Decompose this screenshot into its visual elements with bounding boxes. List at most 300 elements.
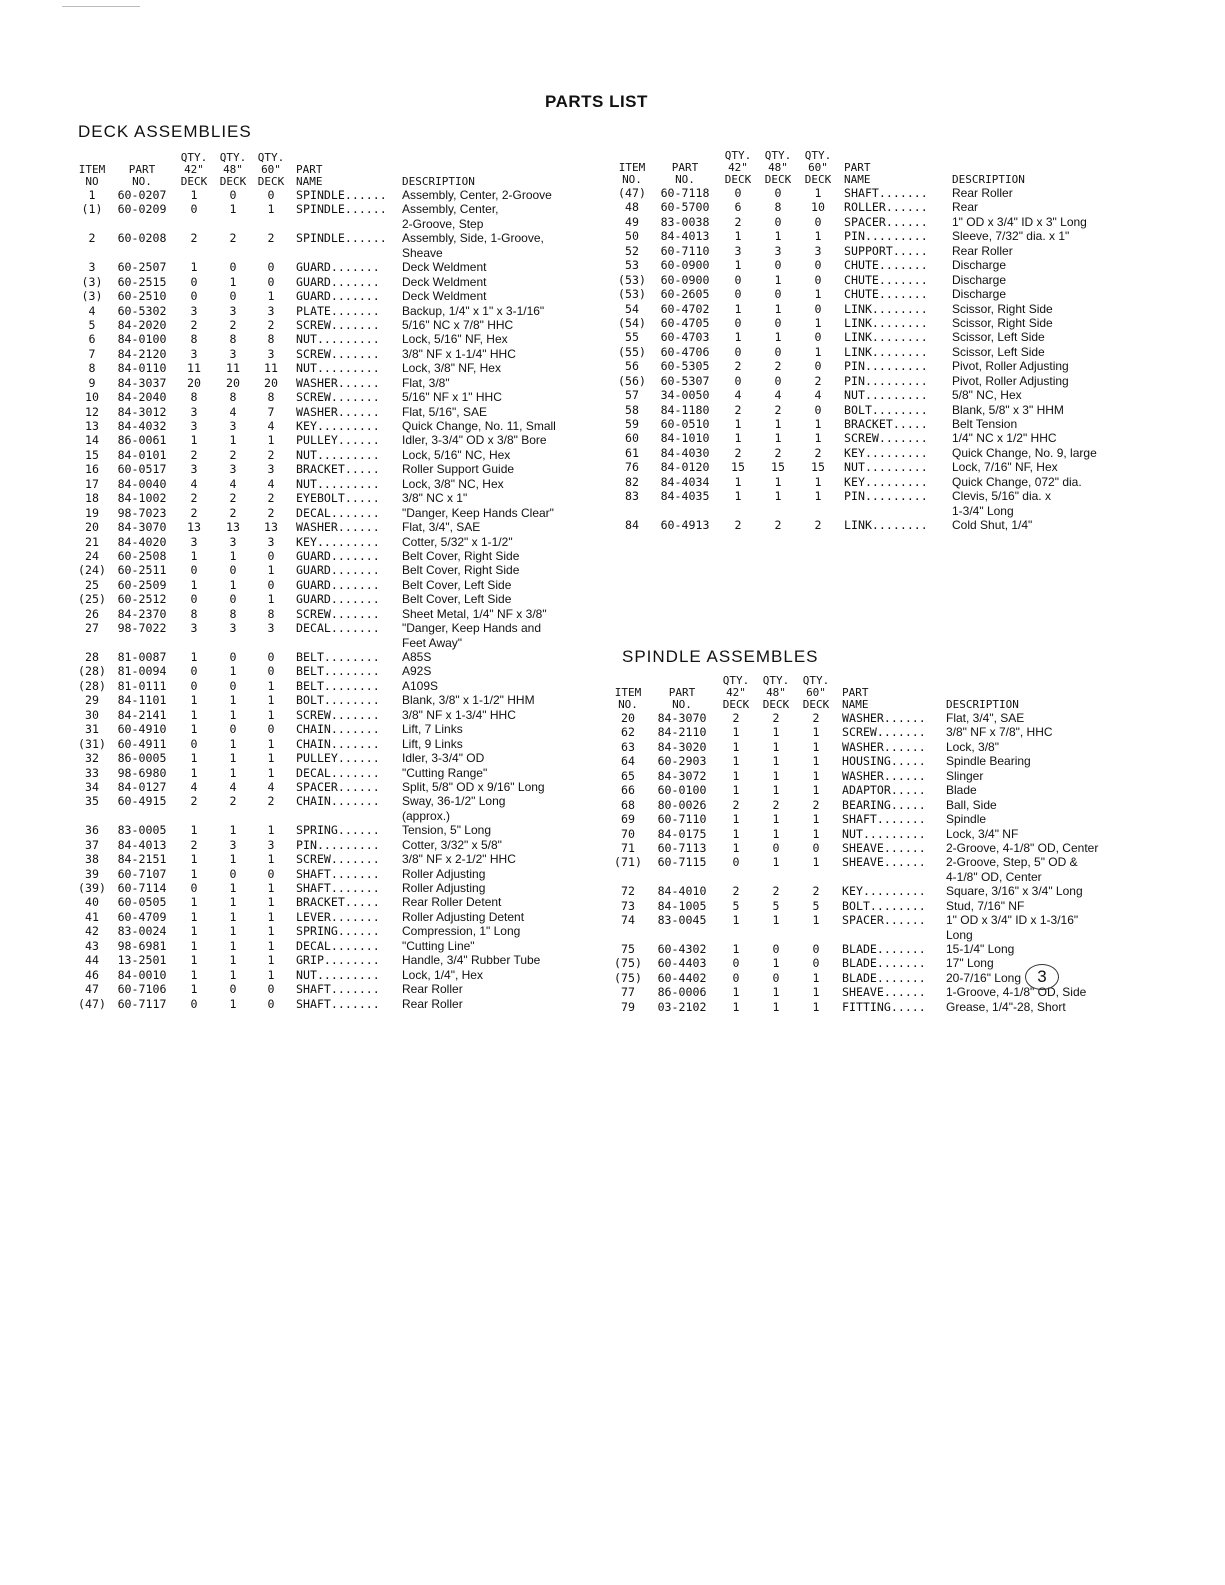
item-no-cell: 25 — [85, 577, 99, 592]
col-qty42-header: QTY. 42" DECK — [722, 674, 750, 711]
part-no-cell: 60-2510 — [117, 289, 167, 304]
item-no-cell: 20 — [85, 520, 99, 535]
description-cell: 1/4" NC x 1/2" HHC — [952, 431, 1057, 446]
part-name-cell: ADAPTOR..... — [842, 783, 926, 798]
qty-48-cell — [214, 809, 252, 823]
description-cell: Belt Cover, Left Side — [402, 577, 512, 592]
description-cell: A85S — [402, 650, 432, 664]
qty-48-cell: 1 — [229, 996, 237, 1011]
table-row — [74, 838, 596, 852]
table-row — [612, 518, 1146, 532]
qty-48-cell: 1 — [229, 274, 237, 289]
qty-48-cell: 1 — [772, 812, 780, 827]
table-row — [74, 953, 596, 967]
item-no-cell: 57 — [625, 388, 639, 403]
qty-42-cell: 1 — [190, 982, 198, 997]
description-cell: Quick Change, 072" dia. — [952, 474, 1082, 489]
item-no-cell: 46 — [85, 967, 99, 982]
qty-48-cell: 1 — [229, 736, 237, 751]
description-cell: Sway, 36-1/2" Long — [402, 794, 506, 809]
qty-48-cell: 0 — [229, 592, 237, 607]
qty-60-cell: 8 — [267, 390, 275, 405]
scan-artifact-line — [62, 6, 140, 7]
qty-42-cell: 4 — [190, 779, 198, 794]
col-qty60-header: QTY. 60" DECK — [804, 149, 832, 186]
table-row — [74, 592, 596, 606]
qty-42-cell: 11 — [187, 361, 201, 376]
part-no-cell: 60-0100 — [657, 783, 707, 798]
col-name-header: PART NAME — [844, 161, 871, 186]
table-row — [74, 506, 596, 520]
qty-60-cell: 1 — [814, 489, 822, 504]
qty-42-cell: 0 — [190, 678, 198, 693]
part-name-cell: PIN......... — [844, 373, 928, 388]
item-no-cell: 16 — [85, 462, 99, 477]
qty-48-cell: 0 — [772, 840, 780, 855]
item-no-cell: 77 — [621, 985, 635, 1000]
item-no-cell: 6 — [88, 332, 96, 347]
part-no-cell — [648, 870, 716, 884]
table-row — [612, 215, 1146, 229]
part-no-cell: 83-0005 — [117, 823, 167, 838]
table-row — [608, 827, 1150, 841]
item-no-cell: 53 — [625, 258, 639, 273]
qty-60-cell: 3 — [267, 621, 275, 636]
part-name-cell: ROLLER...... — [844, 200, 928, 215]
qty-60-cell: 1 — [812, 913, 820, 928]
qty-60-cell: 3 — [267, 462, 275, 477]
qty-60-cell: 0 — [812, 956, 820, 971]
qty-48-cell: 1 — [229, 823, 237, 838]
part-name-cell: PULLEY...... — [296, 751, 380, 766]
part-no-cell: 84-2151 — [117, 852, 167, 867]
description-cell: Pivot, Roller Adjusting — [952, 373, 1069, 388]
part-no-cell: 84-2370 — [117, 606, 167, 621]
description-cell: Roller Adjusting — [402, 866, 486, 881]
qty-48-cell: 0 — [772, 970, 780, 985]
table-row — [612, 446, 1146, 460]
part-name-cell: KEY......... — [842, 884, 926, 899]
qty-48-cell: 1 — [229, 953, 237, 968]
part-no-cell: 60-7118 — [660, 186, 710, 200]
table-row — [612, 345, 1146, 359]
part-name-cell: SHAFT....... — [296, 881, 380, 895]
qty-60-cell: 2 — [814, 518, 822, 533]
part-name-cell: SUPPORT..... — [844, 243, 928, 258]
qty-42-cell: 1 — [190, 260, 198, 275]
qty-42-cell: 8 — [190, 606, 198, 621]
table-row — [74, 202, 596, 216]
part-name-cell: KEY......... — [844, 445, 928, 460]
item-no-cell: 17 — [85, 476, 99, 491]
qty-60-cell: 1 — [814, 229, 822, 244]
description-cell: Tension, 5" Long — [402, 823, 491, 838]
table-row — [608, 783, 1150, 797]
part-name-cell: DECAL....... — [296, 938, 380, 953]
item-no-cell: 59 — [625, 417, 639, 431]
part-name-cell — [290, 809, 396, 823]
item-no-cell: (1) — [81, 202, 103, 217]
qty-42-cell: 0 — [190, 996, 198, 1011]
description-cell: A109S — [402, 678, 439, 693]
description-cell: Belt Tension — [952, 417, 1018, 431]
item-no-cell: 44 — [85, 953, 99, 968]
qty-60-cell: 1 — [267, 693, 275, 708]
part-no-cell: 84-3012 — [117, 404, 167, 419]
qty-42-cell: 3 — [190, 404, 198, 419]
table-row — [74, 376, 596, 390]
part-name-cell: SCREW....... — [296, 390, 380, 405]
item-no-cell: 27 — [85, 621, 99, 636]
item-no-cell: 63 — [621, 739, 635, 754]
qty-42-cell: 1 — [190, 866, 198, 881]
description-cell: Deck Weldment — [402, 289, 487, 304]
qty-48-cell: 0 — [774, 186, 782, 200]
item-no-cell: 29 — [85, 693, 99, 708]
part-name-cell: NUT......... — [844, 460, 928, 475]
part-no-cell: 84-0110 — [117, 361, 167, 376]
part-name-cell: KEY......... — [296, 419, 380, 433]
qty-42-cell: 1 — [732, 826, 740, 841]
description-cell: Slinger — [946, 768, 984, 783]
qty-48-cell: 2 — [229, 447, 237, 462]
qty-42-cell: 1 — [190, 953, 198, 968]
description-cell: Rear Roller — [952, 186, 1013, 200]
description-cell: Rear Roller Detent — [402, 895, 502, 910]
table-row — [612, 186, 1146, 200]
item-no-cell: 83 — [625, 489, 639, 504]
part-name-cell: NUT......... — [296, 332, 380, 347]
qty-48-cell: 1 — [229, 938, 237, 953]
part-no-cell: 60-2605 — [660, 287, 710, 302]
item-no-cell: 32 — [85, 751, 99, 766]
description-cell: Compression, 1" Long — [402, 924, 521, 939]
table-row — [74, 260, 596, 274]
part-name-cell — [290, 636, 396, 650]
col-part-header: PART NO. — [668, 686, 696, 711]
part-no-cell: 84-1005 — [657, 898, 707, 913]
qty-60-cell: 3 — [267, 534, 275, 549]
part-name-cell: NUT......... — [296, 967, 380, 982]
qty-42-cell: 1 — [190, 938, 198, 953]
part-name-cell: SPACER...... — [296, 779, 380, 794]
qty-60-cell: 2 — [267, 794, 275, 809]
qty-48-cell: 8 — [229, 332, 237, 347]
item-no-cell: 76 — [625, 460, 639, 475]
qty-48-cell: 2 — [774, 445, 782, 460]
table-row — [74, 780, 596, 794]
part-no-cell — [110, 246, 174, 260]
item-no-cell: 21 — [85, 534, 99, 549]
table-row — [74, 708, 596, 722]
item-no-cell: (3) — [81, 274, 103, 289]
description-cell: Rear Roller — [402, 982, 463, 997]
description-cell: Quick Change, No. 9, large — [952, 445, 1097, 460]
qty-60-cell: 0 — [267, 982, 275, 997]
item-no-cell: 26 — [85, 606, 99, 621]
qty-42-cell — [718, 504, 758, 518]
qty-48-cell: 11 — [226, 361, 240, 376]
qty-42-cell: 1 — [190, 693, 198, 708]
part-name-cell: LINK........ — [844, 518, 928, 533]
table-row-continuation — [74, 809, 596, 823]
part-no-cell: 60-7110 — [657, 812, 707, 827]
qty-60-cell: 1 — [814, 417, 822, 431]
qty-42-cell: 1 — [734, 489, 742, 504]
qty-48-cell: 1 — [229, 852, 237, 867]
qty-48-cell: 0 — [229, 866, 237, 881]
description-cell: "Cutting Line" — [402, 938, 475, 953]
description-cell: Blank, 5/8" x 3" HHM — [952, 402, 1064, 417]
qty-42-cell: 13 — [187, 520, 201, 535]
qty-42-cell — [716, 870, 756, 884]
qty-42-cell: 1 — [190, 765, 198, 780]
item-no-cell — [74, 809, 110, 823]
part-name-cell: WASHER...... — [296, 520, 380, 535]
qty-42-cell: 2 — [734, 359, 742, 374]
part-no-cell: 84-0120 — [660, 460, 710, 475]
part-name-cell: DECAL....... — [296, 621, 380, 636]
qty-60-cell: 0 — [814, 214, 822, 229]
qty-48-cell: 2 — [229, 505, 237, 520]
qty-42-cell: 1 — [190, 823, 198, 838]
item-no-cell: 3 — [88, 260, 96, 275]
description-cell: Stud, 7/16" NF — [946, 898, 1025, 913]
part-no-cell: 84-2141 — [117, 707, 167, 722]
qty-42-cell: 1 — [732, 783, 740, 798]
qty-48-cell: 3 — [229, 621, 237, 636]
qty-48-cell: 1 — [772, 783, 780, 798]
part-name-cell: HOUSING..... — [842, 754, 926, 769]
part-no-cell: 86-0061 — [117, 433, 167, 448]
part-no-cell: 98-6980 — [117, 765, 167, 780]
part-name-cell: SPINDLE...... — [296, 231, 387, 246]
table-row — [608, 769, 1150, 783]
part-name-cell: PIN......... — [844, 489, 928, 504]
item-no-cell: (71) — [614, 855, 642, 870]
part-no-cell: 98-7023 — [117, 505, 167, 520]
item-no-cell: (24) — [78, 563, 106, 578]
description-cell: Split, 5/8" OD x 9/16" Long — [402, 779, 545, 794]
part-name-cell: SPINDLE...... — [296, 202, 387, 217]
part-no-cell: 60-4402 — [657, 970, 707, 985]
description-cell: Square, 3/16" x 3/4" Long — [946, 884, 1083, 899]
table-row — [74, 289, 596, 303]
col-qty60-header: QTY. 60" DECK — [257, 151, 285, 188]
qty-42-cell: 0 — [734, 315, 742, 330]
qty-42-cell: 0 — [190, 202, 198, 217]
description-cell: Roller Adjusting Detent — [402, 909, 525, 924]
qty-60-cell: 1 — [814, 186, 822, 200]
qty-42-cell — [716, 928, 756, 942]
item-no-cell: 56 — [625, 359, 639, 374]
qty-42-cell: 3 — [190, 462, 198, 477]
qty-60-cell: 5 — [812, 898, 820, 913]
part-no-cell: 60-4709 — [117, 909, 167, 924]
qty-48-cell: 0 — [229, 289, 237, 304]
part-name-cell: GUARD....... — [296, 289, 380, 304]
item-no-cell: 71 — [621, 840, 635, 855]
qty-60-cell: 2 — [267, 505, 275, 520]
qty-42-cell: 1 — [190, 707, 198, 722]
part-name-cell: BELT........ — [296, 678, 380, 693]
qty-48-cell: 1 — [229, 664, 237, 679]
item-no-cell: 8 — [88, 361, 96, 376]
part-name-cell: SCREW....... — [296, 852, 380, 867]
qty-60-cell: 1 — [812, 812, 820, 827]
qty-48-cell: 3 — [229, 462, 237, 477]
qty-60-cell: 1 — [812, 754, 820, 769]
qty-48-cell: 0 — [774, 315, 782, 330]
item-no-cell — [608, 870, 648, 884]
part-name-cell: SCREW....... — [844, 431, 928, 446]
qty-48-cell: 0 — [774, 344, 782, 359]
description-cell: 3/8" NF x 2-1/2" HHC — [402, 852, 516, 867]
part-name-cell: SHAFT....... — [842, 812, 926, 827]
part-name-cell: CHUTE....... — [844, 272, 928, 287]
qty-48-cell: 1 — [229, 967, 237, 982]
part-name-cell: SCREW....... — [296, 346, 380, 361]
qty-60-cell: 2 — [267, 317, 275, 332]
col-name-header: PART NAME — [842, 686, 869, 711]
part-no-cell: 60-7115 — [657, 855, 707, 870]
item-no-cell: 50 — [625, 229, 639, 244]
qty-48-cell: 3 — [774, 243, 782, 258]
item-no-cell: (54) — [618, 315, 646, 330]
qty-48-cell: 2 — [772, 797, 780, 812]
description-cell: Flat, 3/4", SAE — [946, 711, 1025, 725]
table-row — [74, 607, 596, 621]
description-cell: Spindle — [946, 812, 987, 827]
qty-60-cell: 3 — [267, 346, 275, 361]
qty-60-cell: 1 — [812, 725, 820, 740]
table-row — [74, 477, 596, 491]
qty-42-cell: 1 — [190, 722, 198, 737]
table-row — [608, 985, 1150, 999]
qty-48-cell: 2 — [229, 231, 237, 246]
item-no-cell: 68 — [621, 797, 635, 812]
item-no-cell: 40 — [85, 895, 99, 910]
qty-60-cell: 1 — [814, 344, 822, 359]
col-name-header: PART NAME — [296, 163, 323, 188]
qty-48-cell: 20 — [226, 375, 240, 390]
part-no-cell: 60-2511 — [117, 563, 167, 578]
qty-42-cell: 1 — [190, 650, 198, 664]
qty-42-cell: 3 — [734, 243, 742, 258]
part-name-cell: SPACER...... — [844, 214, 928, 229]
qty-48-cell: 1 — [772, 826, 780, 841]
part-no-cell: 84-2110 — [657, 725, 707, 740]
part-no-cell: 83-0045 — [657, 913, 707, 928]
deck-assemblies-table — [74, 152, 596, 1011]
item-no-cell: 73 — [621, 898, 635, 913]
qty-42-cell: 0 — [732, 956, 740, 971]
item-no-cell: 69 — [621, 812, 635, 827]
qty-42-cell: 1 — [732, 985, 740, 1000]
qty-48-cell: 0 — [229, 722, 237, 737]
qty-60-cell — [796, 928, 836, 942]
part-name-cell: SHAFT....... — [296, 866, 380, 881]
qty-42-cell: 0 — [734, 344, 742, 359]
qty-60-cell: 11 — [264, 361, 278, 376]
qty-42-cell: 3 — [190, 419, 198, 433]
qty-48-cell: 3 — [229, 346, 237, 361]
description-cell: Discharge — [952, 272, 1007, 287]
table-row-continuation — [612, 504, 1146, 518]
qty-42-cell: 0 — [190, 664, 198, 679]
part-no-cell: 60-0208 — [117, 231, 167, 246]
part-name-cell: CHUTE....... — [844, 258, 928, 273]
description-cell: 1" OD x 3/4" ID x 3" Long — [952, 214, 1087, 229]
description-cell: Lock, 3/8" NC, Hex — [402, 476, 504, 491]
table-row — [608, 725, 1150, 739]
qty-48-cell — [756, 870, 796, 884]
qty-42-cell: 6 — [734, 200, 742, 215]
qty-48-cell: 1 — [229, 881, 237, 895]
qty-60-cell: 0 — [267, 650, 275, 664]
table-row — [608, 740, 1150, 754]
qty-42-cell: 4 — [190, 476, 198, 491]
item-no-cell: (55) — [618, 344, 646, 359]
qty-60-cell: 0 — [267, 664, 275, 679]
description-cell: Belt Cover, Left Side — [402, 592, 512, 607]
qty-48-cell: 2 — [774, 359, 782, 374]
part-name-cell: BOLT........ — [296, 693, 380, 708]
item-no-cell: 82 — [625, 474, 639, 489]
description-cell: Sheave — [402, 245, 443, 260]
qty-60-cell: 0 — [267, 260, 275, 275]
qty-48-cell: 1 — [772, 985, 780, 1000]
item-no-cell: 39 — [85, 866, 99, 881]
description-cell: 5/8" NC, Hex — [952, 388, 1022, 403]
part-name-cell: BOLT........ — [844, 402, 928, 417]
description-cell: Cotter, 5/32" x 1-1/2" — [402, 534, 513, 549]
description-cell: Lift, 9 Links — [402, 736, 463, 751]
qty-42-cell: 0 — [190, 274, 198, 289]
part-name-cell: LEVER....... — [296, 909, 380, 924]
table-row — [74, 823, 596, 837]
table-row — [74, 693, 596, 707]
part-no-cell: 84-4034 — [660, 474, 710, 489]
description-cell: Lock, 3/8" NF, Hex — [402, 361, 501, 376]
qty-60-cell: 1 — [267, 736, 275, 751]
part-no-cell: 13-2501 — [117, 953, 167, 968]
qty-48-cell: 1 — [774, 301, 782, 316]
part-name-cell: SCREW....... — [296, 606, 380, 621]
description-cell: 20-7/16" Long — [946, 970, 1021, 985]
part-name-cell: EYEBOLT..... — [296, 491, 380, 506]
qty-42-cell — [174, 809, 214, 823]
item-no-cell: (56) — [618, 373, 646, 388]
qty-42-cell: 3 — [190, 346, 198, 361]
qty-48-cell: 3 — [229, 303, 237, 318]
qty-60-cell: 1 — [812, 826, 820, 841]
description-cell: 5/16" NF x 1" HHC — [402, 390, 502, 405]
item-no-cell: 49 — [625, 214, 639, 229]
qty-48-cell: 2 — [772, 711, 780, 725]
qty-42-cell: 1 — [190, 188, 198, 202]
qty-60-cell — [798, 504, 838, 518]
table-row — [608, 884, 1150, 898]
qty-42-cell: 1 — [732, 942, 740, 956]
part-no-cell: 81-0111 — [117, 678, 167, 693]
table-row — [74, 462, 596, 476]
part-no-cell: 84-1101 — [117, 693, 167, 708]
description-cell: Roller Adjusting — [402, 881, 486, 895]
part-name-cell: LINK........ — [844, 330, 928, 345]
part-name-cell: BLADE....... — [842, 942, 926, 956]
qty-48-cell: 4 — [229, 404, 237, 419]
